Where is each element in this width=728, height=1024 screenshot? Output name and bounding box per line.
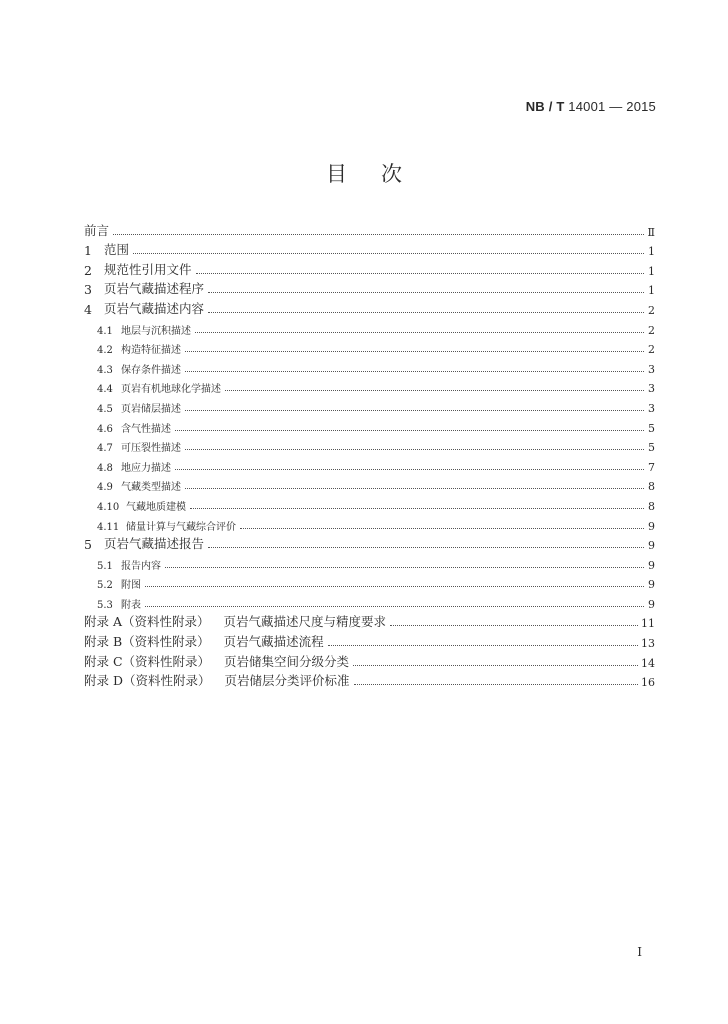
page-number: I [637,945,642,959]
toc-entry-number: 附录 B（资料性附录） [84,634,210,650]
toc-leader-dots [196,273,644,274]
toc-entry-title: 页岩气藏描述内容 [104,300,205,316]
toc-entry[interactable] [84,239,655,259]
toc-entry-title: 页岩储层分类评价标准 [224,673,350,689]
toc-entry[interactable] [84,591,655,611]
toc-entry-number: 4.11 [97,521,120,533]
toc-leader-dots [165,567,644,568]
toc-entry-title: 规范性引用文件 [104,261,192,277]
toc-entry[interactable] [84,650,655,670]
toc-leader-dots [225,390,644,391]
toc-entry[interactable] [84,415,655,435]
toc-entry-title: 附图 [121,580,141,592]
toc-entry-title: 页岩有机地球化学描述 [121,384,221,396]
toc-entry-title: 含气性描述 [121,423,171,435]
toc-leader-dots [133,253,644,254]
toc-entry-page: 1 [648,264,655,278]
toc-leader-dots [185,410,644,411]
toc-entry[interactable] [84,454,655,474]
toc-entry-number: 5.1 [97,560,113,572]
toc-leader-dots [354,684,638,685]
toc-leader-dots [195,332,644,333]
toc-leader-dots [145,606,644,607]
toc-entry[interactable] [84,474,655,494]
toc-entry[interactable] [84,219,655,239]
toc-entry-page: 14 [641,656,655,670]
toc-entry-title: 页岩气藏描述报告 [104,536,205,552]
toc-entry-page: 9 [648,519,655,533]
standard-number: 14001 — 2015 [568,99,656,114]
toc-entry-title: 页岩储集空间分级分类 [224,653,350,669]
toc-leader-dots [113,234,644,235]
toc-entry-number: 4.2 [97,345,113,357]
toc-entry-title: 前言 [84,222,110,238]
toc-leader-dots [208,292,644,293]
toc-entry-number: 4.9 [97,482,113,494]
toc-entry-page: 3 [648,401,655,415]
toc-entry-title: 地应力描述 [121,462,171,474]
page-title: 目次 [326,162,436,186]
toc-entry-page: 2 [648,343,655,357]
toc-entry-page: 2 [648,303,655,317]
toc-entry-title: 范围 [104,242,130,258]
toc-leader-dots [175,469,644,470]
toc-leader-dots [185,449,644,450]
toc-entry-page: 16 [641,676,655,690]
toc-leader-dots [185,371,644,372]
toc-entry-page: 9 [648,558,655,572]
toc-entry-number: 4.7 [97,443,113,455]
toc-entry[interactable] [84,630,655,650]
toc-leader-dots [353,665,638,666]
toc-entry-page: 5 [648,421,655,435]
toc-entry-page: 8 [648,499,655,513]
toc-entry[interactable] [84,572,655,592]
toc-entry[interactable] [84,297,655,317]
toc-entry-page: 11 [641,617,655,631]
toc-leader-dots [240,528,644,529]
toc-entry-page: 7 [648,460,655,474]
toc-leader-dots [208,547,644,548]
toc-entry-number: 附录 C（资料性附录） [84,653,211,669]
toc-entry-title: 页岩储层描述 [121,403,181,415]
toc-leader-dots [328,645,638,646]
toc-entry-page: 1 [648,284,655,298]
toc-leader-dots [390,625,638,626]
toc-entry-number: 4.6 [97,423,113,435]
toc-entry[interactable] [84,258,655,278]
toc-entry-page: 9 [648,597,655,611]
toc-entry-title: 储量计算与气藏综合评价 [126,521,236,533]
toc-entry-page: 8 [648,480,655,494]
toc-entry-number: 4.8 [97,462,113,474]
toc-entry[interactable] [84,337,655,357]
toc-entry-number: 5.2 [97,580,113,592]
toc-entry-number: 附录 D（资料性附录） [84,673,211,689]
toc-entry-number: 4.3 [97,364,113,376]
toc-entry-title: 气藏类型描述 [121,482,181,494]
toc-entry[interactable] [84,611,655,631]
toc-entry-number: 附录 A（资料性附录） [84,614,210,630]
table-of-contents [84,219,655,689]
toc-leader-dots [185,351,644,352]
toc-entry-page: 9 [648,578,655,592]
toc-entry-title: 构造特征描述 [121,345,181,357]
toc-entry-page: 13 [641,637,655,651]
toc-entry-number: 4.5 [97,403,113,415]
toc-leader-dots [145,586,644,587]
toc-leader-dots [185,488,644,489]
toc-entry-page: 2 [648,323,655,337]
toc-entry-title: 报告内容 [121,560,161,572]
toc-entry[interactable] [84,356,655,376]
toc-entry-number: 4.10 [97,501,120,513]
standard-code [526,99,656,114]
toc-entry-page: 9 [648,539,655,553]
toc-entry-number: 5 [84,537,92,553]
toc-entry[interactable] [84,395,655,415]
toc-entry[interactable] [84,317,655,337]
toc-entry-page: 3 [648,382,655,396]
toc-entry-number: 1 [84,243,92,259]
toc-entry-number: 4.1 [97,325,113,337]
toc-entry-number: 4.4 [97,384,113,396]
toc-entry-number: 4 [84,301,92,317]
toc-entry-number: 2 [84,262,92,278]
toc-entry-title: 气藏地质建模 [126,501,186,513]
toc-entry[interactable] [84,376,655,396]
toc-leader-dots [190,508,644,509]
toc-entry-title: 可压裂性描述 [121,443,181,455]
toc-entry[interactable] [84,552,655,572]
toc-entry-page: 5 [648,441,655,455]
toc-entry[interactable] [84,435,655,455]
toc-leader-dots [208,312,644,313]
toc-entry[interactable] [84,670,655,690]
toc-entry[interactable] [84,513,655,533]
toc-entry-title: 地层与沉积描述 [121,325,191,337]
toc-entry-title: 页岩气藏描述流程 [223,634,324,650]
toc-entry[interactable] [84,493,655,513]
toc-entry-number: 5.3 [97,599,113,611]
toc-entry-number: 3 [84,282,92,298]
toc-entry[interactable] [84,278,655,298]
toc-entry-title: 页岩气藏描述程序 [104,281,205,297]
standard-prefix: NB / T [525,99,565,114]
toc-entry-page: 3 [648,362,655,376]
toc-entry-title: 页岩气藏描述尺度与精度要求 [223,614,387,630]
toc-entry-title: 保存条件描述 [121,364,181,376]
toc-entry[interactable] [84,533,655,553]
toc-leader-dots [175,430,644,431]
toc-entry-title: 附表 [121,599,141,611]
toc-entry-page: Ⅱ [647,225,655,239]
toc-entry-page: 1 [648,245,655,259]
